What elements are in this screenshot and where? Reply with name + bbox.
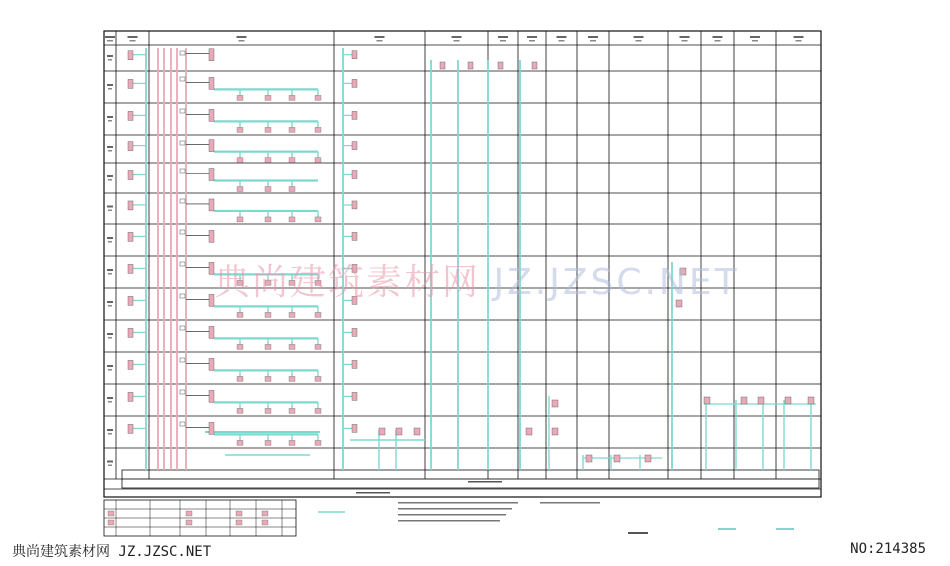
floor-label-mark: [107, 461, 113, 463]
lower-device: [785, 397, 791, 404]
footer-number-label: NO:214385: [850, 541, 926, 557]
branch-device: [315, 408, 321, 413]
stamp-mark: [718, 528, 736, 530]
header-mark: [680, 36, 690, 38]
top-device: [498, 62, 503, 69]
branch-device: [237, 217, 243, 222]
header-mark: [752, 40, 758, 42]
header-mark: [713, 36, 723, 38]
floor-label-mark: [108, 401, 112, 403]
header-mark: [682, 40, 688, 42]
legend-swatch: [186, 511, 192, 516]
branch-device: [289, 312, 295, 317]
floor-label-mark: [108, 150, 112, 152]
bus-caption-mark: [468, 481, 502, 483]
section-device: [352, 201, 357, 209]
branch-device: [237, 95, 243, 100]
small-box: [180, 169, 185, 173]
floor-device: [128, 142, 133, 151]
floor-device: [128, 79, 133, 88]
top-device: [532, 62, 537, 69]
watermark-text: [214, 254, 740, 305]
floor-device: [128, 232, 133, 241]
branch-device: [315, 344, 321, 349]
header-mark: [794, 36, 804, 38]
lower-device: [808, 397, 814, 404]
floor-label-mark: [108, 369, 112, 371]
branch-device: [237, 344, 243, 349]
header-mark: [128, 36, 138, 38]
section-device: [352, 328, 357, 336]
floor-label-mark: [108, 179, 112, 181]
floor-label-mark: [107, 237, 113, 239]
branch-device: [237, 376, 243, 381]
lower-device: [379, 428, 385, 435]
floor-device: [128, 328, 133, 337]
floor-panel: [209, 326, 214, 338]
branch-device: [265, 312, 271, 317]
header-mark: [498, 36, 508, 38]
small-box: [180, 390, 185, 394]
legend-swatch: [262, 520, 268, 525]
branch-device: [289, 376, 295, 381]
small-box: [180, 141, 185, 145]
floor-label-mark: [108, 210, 112, 212]
branch-device: [237, 312, 243, 317]
legend-swatch: [186, 520, 192, 525]
branch-device: [289, 127, 295, 132]
header-mark: [107, 40, 113, 42]
branch-device: [315, 217, 321, 222]
branch-device: [289, 158, 295, 163]
legend-swatch: [262, 511, 268, 516]
branch-device: [265, 217, 271, 222]
note-line: [398, 502, 518, 504]
small-box: [180, 199, 185, 203]
floor-panel: [209, 358, 214, 370]
header-mark: [375, 36, 385, 38]
header-mark: [529, 40, 535, 42]
floor-panel: [209, 77, 214, 89]
branch-device: [237, 127, 243, 132]
floor-label-mark: [107, 84, 113, 86]
lower-device: [414, 428, 420, 435]
header-mark: [452, 36, 462, 38]
branch-device: [265, 127, 271, 132]
header-mark: [557, 36, 567, 38]
floor-label-mark: [108, 337, 112, 339]
lower-device: [614, 455, 620, 462]
floor-label-mark: [108, 241, 112, 243]
note-line: [398, 508, 512, 510]
small-box: [180, 294, 185, 298]
top-device: [440, 62, 445, 69]
header-mark: [130, 40, 136, 42]
floor-label-mark: [108, 433, 112, 435]
floor-label-mark: [107, 429, 113, 431]
branch-device: [265, 158, 271, 163]
floor-label-mark: [107, 365, 113, 367]
header-mark: [454, 40, 460, 42]
floor-panel: [209, 140, 214, 152]
branch-device: [265, 376, 271, 381]
branch-device: [315, 158, 321, 163]
floor-device: [128, 360, 133, 369]
section-device: [352, 360, 357, 368]
branch-device: [315, 312, 321, 317]
floor-label-mark: [108, 273, 112, 275]
lower-device: [704, 397, 710, 404]
section-device: [352, 79, 357, 87]
floor-panel: [209, 199, 214, 211]
floor-label-mark: [107, 116, 113, 118]
watermark-latin: JZ.JZSC.NET: [493, 262, 740, 303]
branch-device: [289, 187, 295, 192]
section-device: [352, 392, 357, 400]
lower-device: [741, 397, 747, 404]
legend-table: [104, 500, 345, 536]
small-box: [180, 77, 185, 81]
floor-device: [128, 171, 133, 180]
branch-device: [289, 217, 295, 222]
lower-device: [552, 428, 558, 435]
branch-device: [289, 440, 295, 445]
lower-device: [526, 428, 532, 435]
section-device: [352, 51, 357, 59]
header-mark: [715, 40, 721, 42]
stamp-mark: [776, 528, 794, 530]
floor-label-mark: [108, 465, 112, 467]
floor-device: [128, 111, 133, 120]
floor-label-mark: [108, 120, 112, 122]
branch-device: [289, 95, 295, 100]
section-device: [352, 171, 357, 179]
header-mark: [527, 36, 537, 38]
header-mark: [636, 40, 642, 42]
branch-device: [237, 158, 243, 163]
watermark-chinese: 典尚建筑素材网: [214, 262, 481, 303]
branch-device: [265, 344, 271, 349]
floor-device: [128, 264, 133, 273]
branch-device: [265, 95, 271, 100]
branch-device: [315, 95, 321, 100]
header-mark: [634, 36, 644, 38]
legend-swatch: [236, 511, 242, 516]
floor-label-mark: [107, 269, 113, 271]
branch-device: [265, 408, 271, 413]
section-device: [352, 232, 357, 240]
header-mark: [590, 40, 596, 42]
footer-site-label: 典尚建筑素材网 JZ.JZSC.NET: [12, 544, 212, 560]
header-mark: [750, 36, 760, 38]
legend-swatch: [108, 520, 114, 525]
header-mark: [239, 40, 245, 42]
branch-device: [289, 344, 295, 349]
floor-label-mark: [108, 305, 112, 307]
bus-caption-mark: [356, 492, 390, 494]
branch-device: [237, 187, 243, 192]
lower-device: [396, 428, 402, 435]
floor-label-mark: [107, 301, 113, 303]
floor-device: [128, 201, 133, 210]
section-device: [352, 111, 357, 119]
floor-label-mark: [108, 59, 112, 61]
small-box: [180, 51, 185, 55]
small-box: [180, 262, 185, 266]
branch-device: [315, 440, 321, 445]
note-line: [398, 520, 500, 522]
floor-device: [128, 296, 133, 305]
lower-device: [552, 400, 558, 407]
title-mark: [628, 532, 648, 534]
lower-device: [645, 455, 651, 462]
floor-label-mark: [107, 397, 113, 399]
small-box: [180, 230, 185, 234]
legend-swatch: [236, 520, 242, 525]
lower-device: [758, 397, 764, 404]
floor-label-mark: [107, 55, 113, 57]
floor-panel: [209, 422, 214, 434]
header-mark: [237, 36, 247, 38]
floor-label-mark: [107, 146, 113, 148]
header-mark: [588, 36, 598, 38]
floor-panel: [209, 49, 214, 61]
header-mark: [105, 36, 115, 38]
branch-device: [265, 440, 271, 445]
branch-device: [289, 408, 295, 413]
small-box: [180, 422, 185, 426]
floor-panel: [209, 390, 214, 402]
branch-device: [237, 440, 243, 445]
section-device: [352, 142, 357, 150]
floor-label-mark: [107, 175, 113, 177]
branch-device: [315, 127, 321, 132]
top-device: [468, 62, 473, 69]
floor-panel: [209, 169, 214, 181]
lower-device: [586, 455, 592, 462]
note-line: [398, 514, 506, 516]
floor-device: [128, 424, 133, 433]
small-box: [180, 109, 185, 113]
branch-device: [315, 376, 321, 381]
floor-panel: [209, 230, 214, 242]
floor-label-mark: [107, 206, 113, 208]
header-mark: [796, 40, 802, 42]
floor-device: [128, 392, 133, 401]
legend-swatch: [108, 511, 114, 516]
section-device: [352, 424, 357, 432]
small-box: [180, 358, 185, 362]
branch-device: [237, 408, 243, 413]
small-box: [180, 326, 185, 330]
header-mark: [377, 40, 383, 42]
floor-panel: [209, 109, 214, 121]
header-mark: [500, 40, 506, 42]
floor-label-mark: [107, 333, 113, 335]
branch-device: [265, 187, 271, 192]
floor-device: [128, 51, 133, 60]
header-mark: [559, 40, 565, 42]
floor-label-mark: [108, 88, 112, 90]
note-line: [540, 502, 600, 504]
